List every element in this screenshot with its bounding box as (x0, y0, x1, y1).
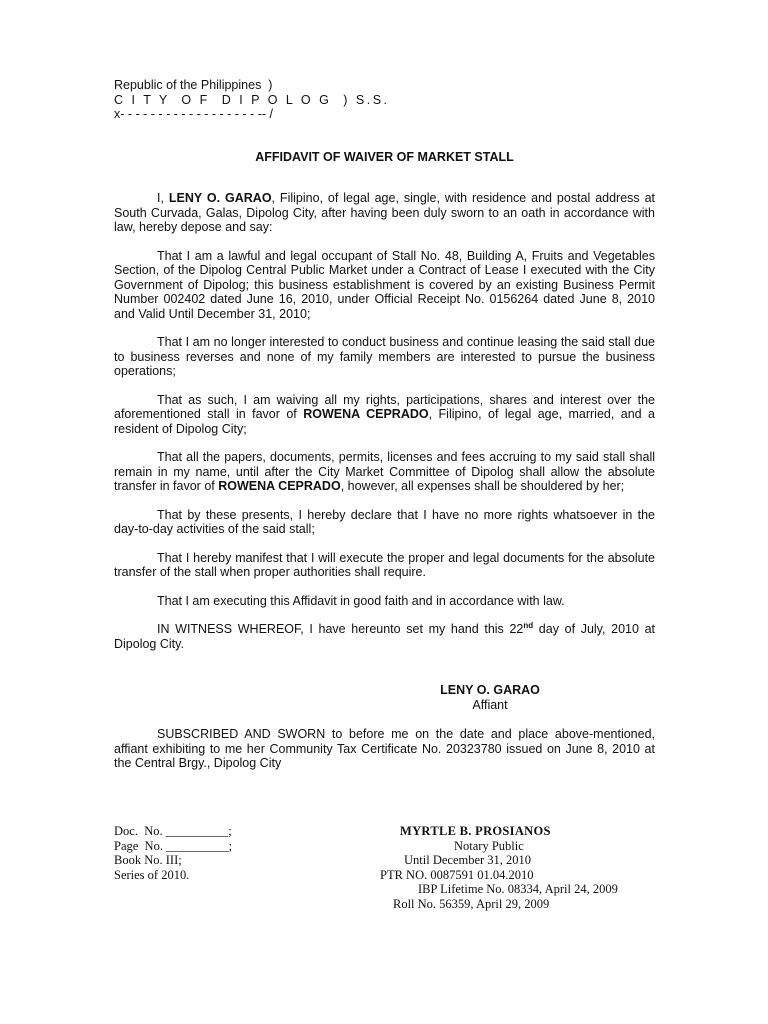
p1-pre: I, (157, 191, 169, 205)
book-number: Book No. III; (114, 853, 182, 867)
transferee-name-inline-2: ROWENA CEPRADO (218, 479, 341, 493)
p4-post: , Filipino, of legal age, married, and a resident of Dipolog City; (114, 407, 656, 436)
affiant-name-inline: LENY O. GARAO (168, 191, 272, 205)
paragraph-8: That I am executing this Affidavit in good faith and in accordance with law. (157, 593, 565, 608)
paragraph-9 (114, 622, 655, 651)
venue-header (114, 78, 414, 122)
paragraph-1 (114, 191, 655, 235)
affiant-role: Affiant (472, 697, 508, 712)
jurat-text: SUBSCRIBED AND SWORN to before me on the date and place above-mentioned, affiant exhibiting to me her Community Tax Certificate No. 20323780 issued on June 8, 2010 at the Central Brgy., Dipolog City (114, 727, 655, 770)
p5-post: , however, all expenses shall be shouldered by her; (340, 479, 625, 493)
notary-roll: Roll No. 56359, April 29, 2009 (393, 896, 550, 911)
notary-commission-until: Until December 31, 2010 (404, 853, 532, 867)
p4-pre: That as such, I am waiving all my rights, participations, shares and interest over the aforementioned stall in favor of (114, 392, 655, 421)
series-year: Series of 2010. (114, 867, 190, 882)
notary-title: Notary Public (454, 838, 524, 853)
p5-pre: That all the papers, documents, permits, licenses and fees accruing to my said stall shall remain in my name, until after the City Market Committee of Dipolog shall allow the absolute transfer in favor of (114, 450, 655, 493)
doc-number: Doc. No. __________; (114, 824, 232, 838)
venue-republic: Republic of the Philippines ) (114, 78, 273, 92)
affiant-signature-block (390, 683, 590, 712)
document-registry-block (114, 824, 314, 882)
ordinal-suffix: nd (523, 620, 534, 630)
affiant-name: LENY O. GARAO (440, 683, 540, 697)
document-title: AFFIDAVIT OF WAIVER OF MARKET STALL (255, 150, 514, 164)
paragraph-5 (114, 450, 655, 494)
notary-name: MYRTLE B. PROSIANOS (400, 824, 551, 838)
affidavit-body (114, 191, 655, 651)
notary-block (340, 824, 660, 911)
jurat-section (114, 727, 655, 771)
notary-ptr: PTR NO. 0087591 01.04.2010 (380, 867, 534, 882)
p1-post: , Filipino, of legal age, single, with residence and postal address at South Curvada, Galas, Dipolog City, after having been duly sworn to an oath in accordance with law, hereby depose and say: (114, 191, 656, 234)
venue-separator: x- - - - - - - - - - - - - - - - - - -- / (114, 107, 273, 121)
paragraph-6: That by these presents, I hereby declare that I have no more rights whatsoever in the day-to-day activities of the said stall; (114, 507, 655, 536)
transferee-name-inline: ROWENA CEPRADO (303, 407, 429, 421)
paragraph-3: That I am no longer interested to conduct business and continue leasing the said stall due to business reverses and none of my family members are interested to pursue the business operations; (114, 335, 655, 378)
paragraph-2: That I am a lawful and legal occupant of Stall No. 48, Building A, Fruits and Vegetables Section, of the Dipolog Central Public Market under a Contract of Lease I executed with the City Government of Dipolog; this business establishment is covered by an existing Business Permit Number 002402 dated June 16, 2010, under Official Receipt No. 0156264 dated June 8, 2010 and Valid Until December 31, 2010; (114, 248, 655, 321)
p9-post: day of July, 2010 at Dipolog City. (114, 622, 656, 651)
paragraph-4 (114, 393, 655, 437)
paragraph-7: That I hereby manifest that I will execute the proper and legal documents for the absolute transfer of the stall when proper authorities shall require. (114, 550, 655, 579)
p9-pre: IN WITNESS WHEREOF, I have hereunto set my hand this 22 (157, 622, 524, 636)
venue-city: C I T Y O F D I P O L O G ) S.S. (114, 92, 390, 107)
page-number: Page No. __________; (114, 838, 233, 853)
notary-ibp: IBP Lifetime No. 08334, April 24, 2009 (418, 882, 618, 896)
